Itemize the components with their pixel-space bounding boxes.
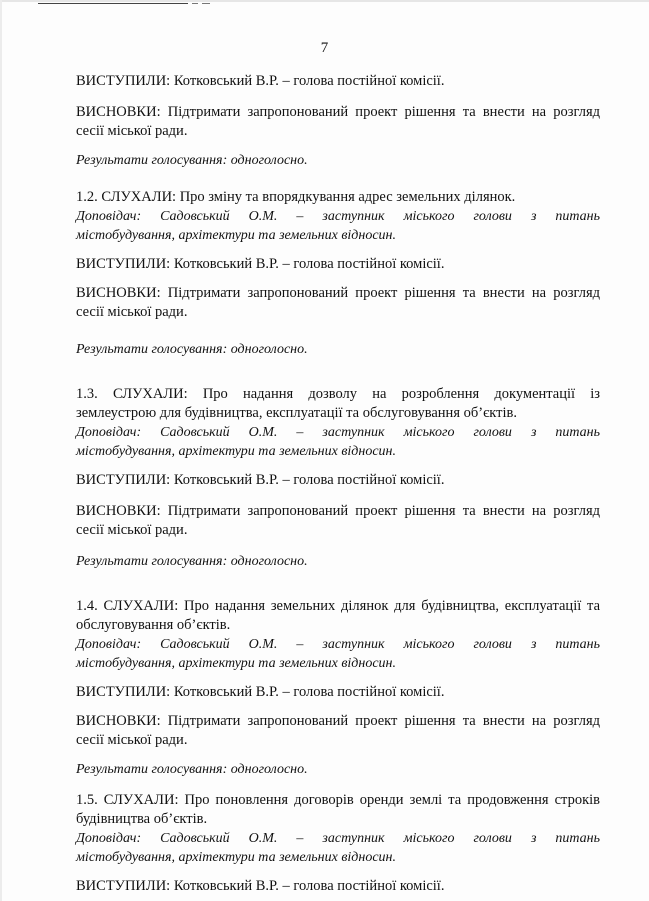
vystupyly-line: ВИСТУПИЛИ: Котковський В.Р. – голова постійної комісії.	[76, 878, 445, 894]
scan-edge-left	[0, 0, 2, 901]
protocol-item-1-3	[76, 385, 600, 571]
vysnovky-line-cont: сесії міської ради.	[76, 732, 188, 748]
vystupyly-line: ВИСТУПИЛИ: Котковський В.Р. – голова постійної комісії.	[76, 73, 445, 89]
speaker-line-cont: містобудування, архітектури та земельних відносин.	[76, 850, 396, 865]
vysnovky-line-cont: сесії міської ради.	[76, 522, 188, 538]
sluhaly-line: 1.4. СЛУХАЛИ: Про надання земельних ділянок для будівництва, експлуатації та	[76, 598, 600, 614]
header-rule	[38, 3, 188, 4]
vysnovky-line-cont: сесії міської ради.	[76, 123, 188, 139]
speaker-line: Доповідач: Садовський О.М. – заступник міського голови з питань	[76, 831, 600, 846]
speaker-line-cont: містобудування, архітектури та земельних відносин.	[76, 656, 396, 671]
page-number: 7	[320, 40, 329, 56]
header-rule-dash	[202, 3, 210, 4]
speaker-line-cont: містобудування, архітектури та земельних відносин.	[76, 444, 396, 459]
sluhaly-line: 1.3. СЛУХАЛИ: Про надання дозволу на розроблення документації із	[76, 386, 600, 402]
vysnovky-line-cont: сесії міської ради.	[76, 304, 188, 320]
speaker-line-cont: містобудування, архітектури та земельних відносин.	[76, 228, 396, 243]
vystupyly-line: ВИСТУПИЛИ: Котковський В.Р. – голова постійної комісії.	[76, 684, 445, 700]
voting-result: Результати голосування: одноголосно.	[76, 153, 308, 168]
vysnovky-line: ВИСНОВКИ: Підтримати запропонований проект рішення та внести на розгляд	[76, 503, 600, 519]
speaker-line: Доповідач: Садовський О.М. – заступник міського голови з питань	[76, 637, 600, 652]
protocol-item-continuation	[76, 72, 600, 170]
sluhaly-line: 1.2. СЛУХАЛИ: Про зміну та впорядкування адрес земельних ділянок.	[76, 189, 516, 205]
sluhaly-line: 1.5. СЛУХАЛИ: Про поновлення договорів оренди землі та продовження строків	[76, 792, 600, 808]
protocol-item-1-5	[76, 791, 600, 896]
vysnovky-line: ВИСНОВКИ: Підтримати запропонований проект рішення та внести на розгляд	[76, 285, 600, 301]
protocol-body	[76, 72, 600, 896]
scan-edge-top	[0, 0, 649, 2]
voting-result: Результати голосування: одноголосно.	[76, 762, 308, 777]
vysnovky-line: ВИСНОВКИ: Підтримати запропонований проект рішення та внести на розгляд	[76, 104, 600, 120]
vystupyly-line: ВИСТУПИЛИ: Котковський В.Р. – голова постійної комісії.	[76, 472, 445, 488]
speaker-line: Доповідач: Садовський О.М. – заступник міського голови з питань	[76, 209, 600, 224]
sluhaly-line-cont: обслуговування об’єктів.	[76, 617, 231, 633]
speaker-line: Доповідач: Садовський О.М. – заступник міського голови з питань	[76, 425, 600, 440]
vysnovky-line: ВИСНОВКИ: Підтримати запропонований проект рішення та внести на розгляд	[76, 713, 600, 729]
sluhaly-line-cont: будівництва об’єктів.	[76, 811, 208, 827]
voting-result: Результати голосування: одноголосно.	[76, 554, 308, 569]
voting-result: Результати голосування: одноголосно.	[76, 342, 308, 357]
sluhaly-line-cont: землеустрою для будівництва, експлуатації та обслуговування об’єктів.	[76, 405, 517, 421]
header-rule-dash	[192, 3, 198, 4]
protocol-item-1-2	[76, 188, 600, 359]
vystupyly-line: ВИСТУПИЛИ: Котковський В.Р. – голова постійної комісії.	[76, 256, 445, 272]
protocol-item-1-4	[76, 597, 600, 779]
